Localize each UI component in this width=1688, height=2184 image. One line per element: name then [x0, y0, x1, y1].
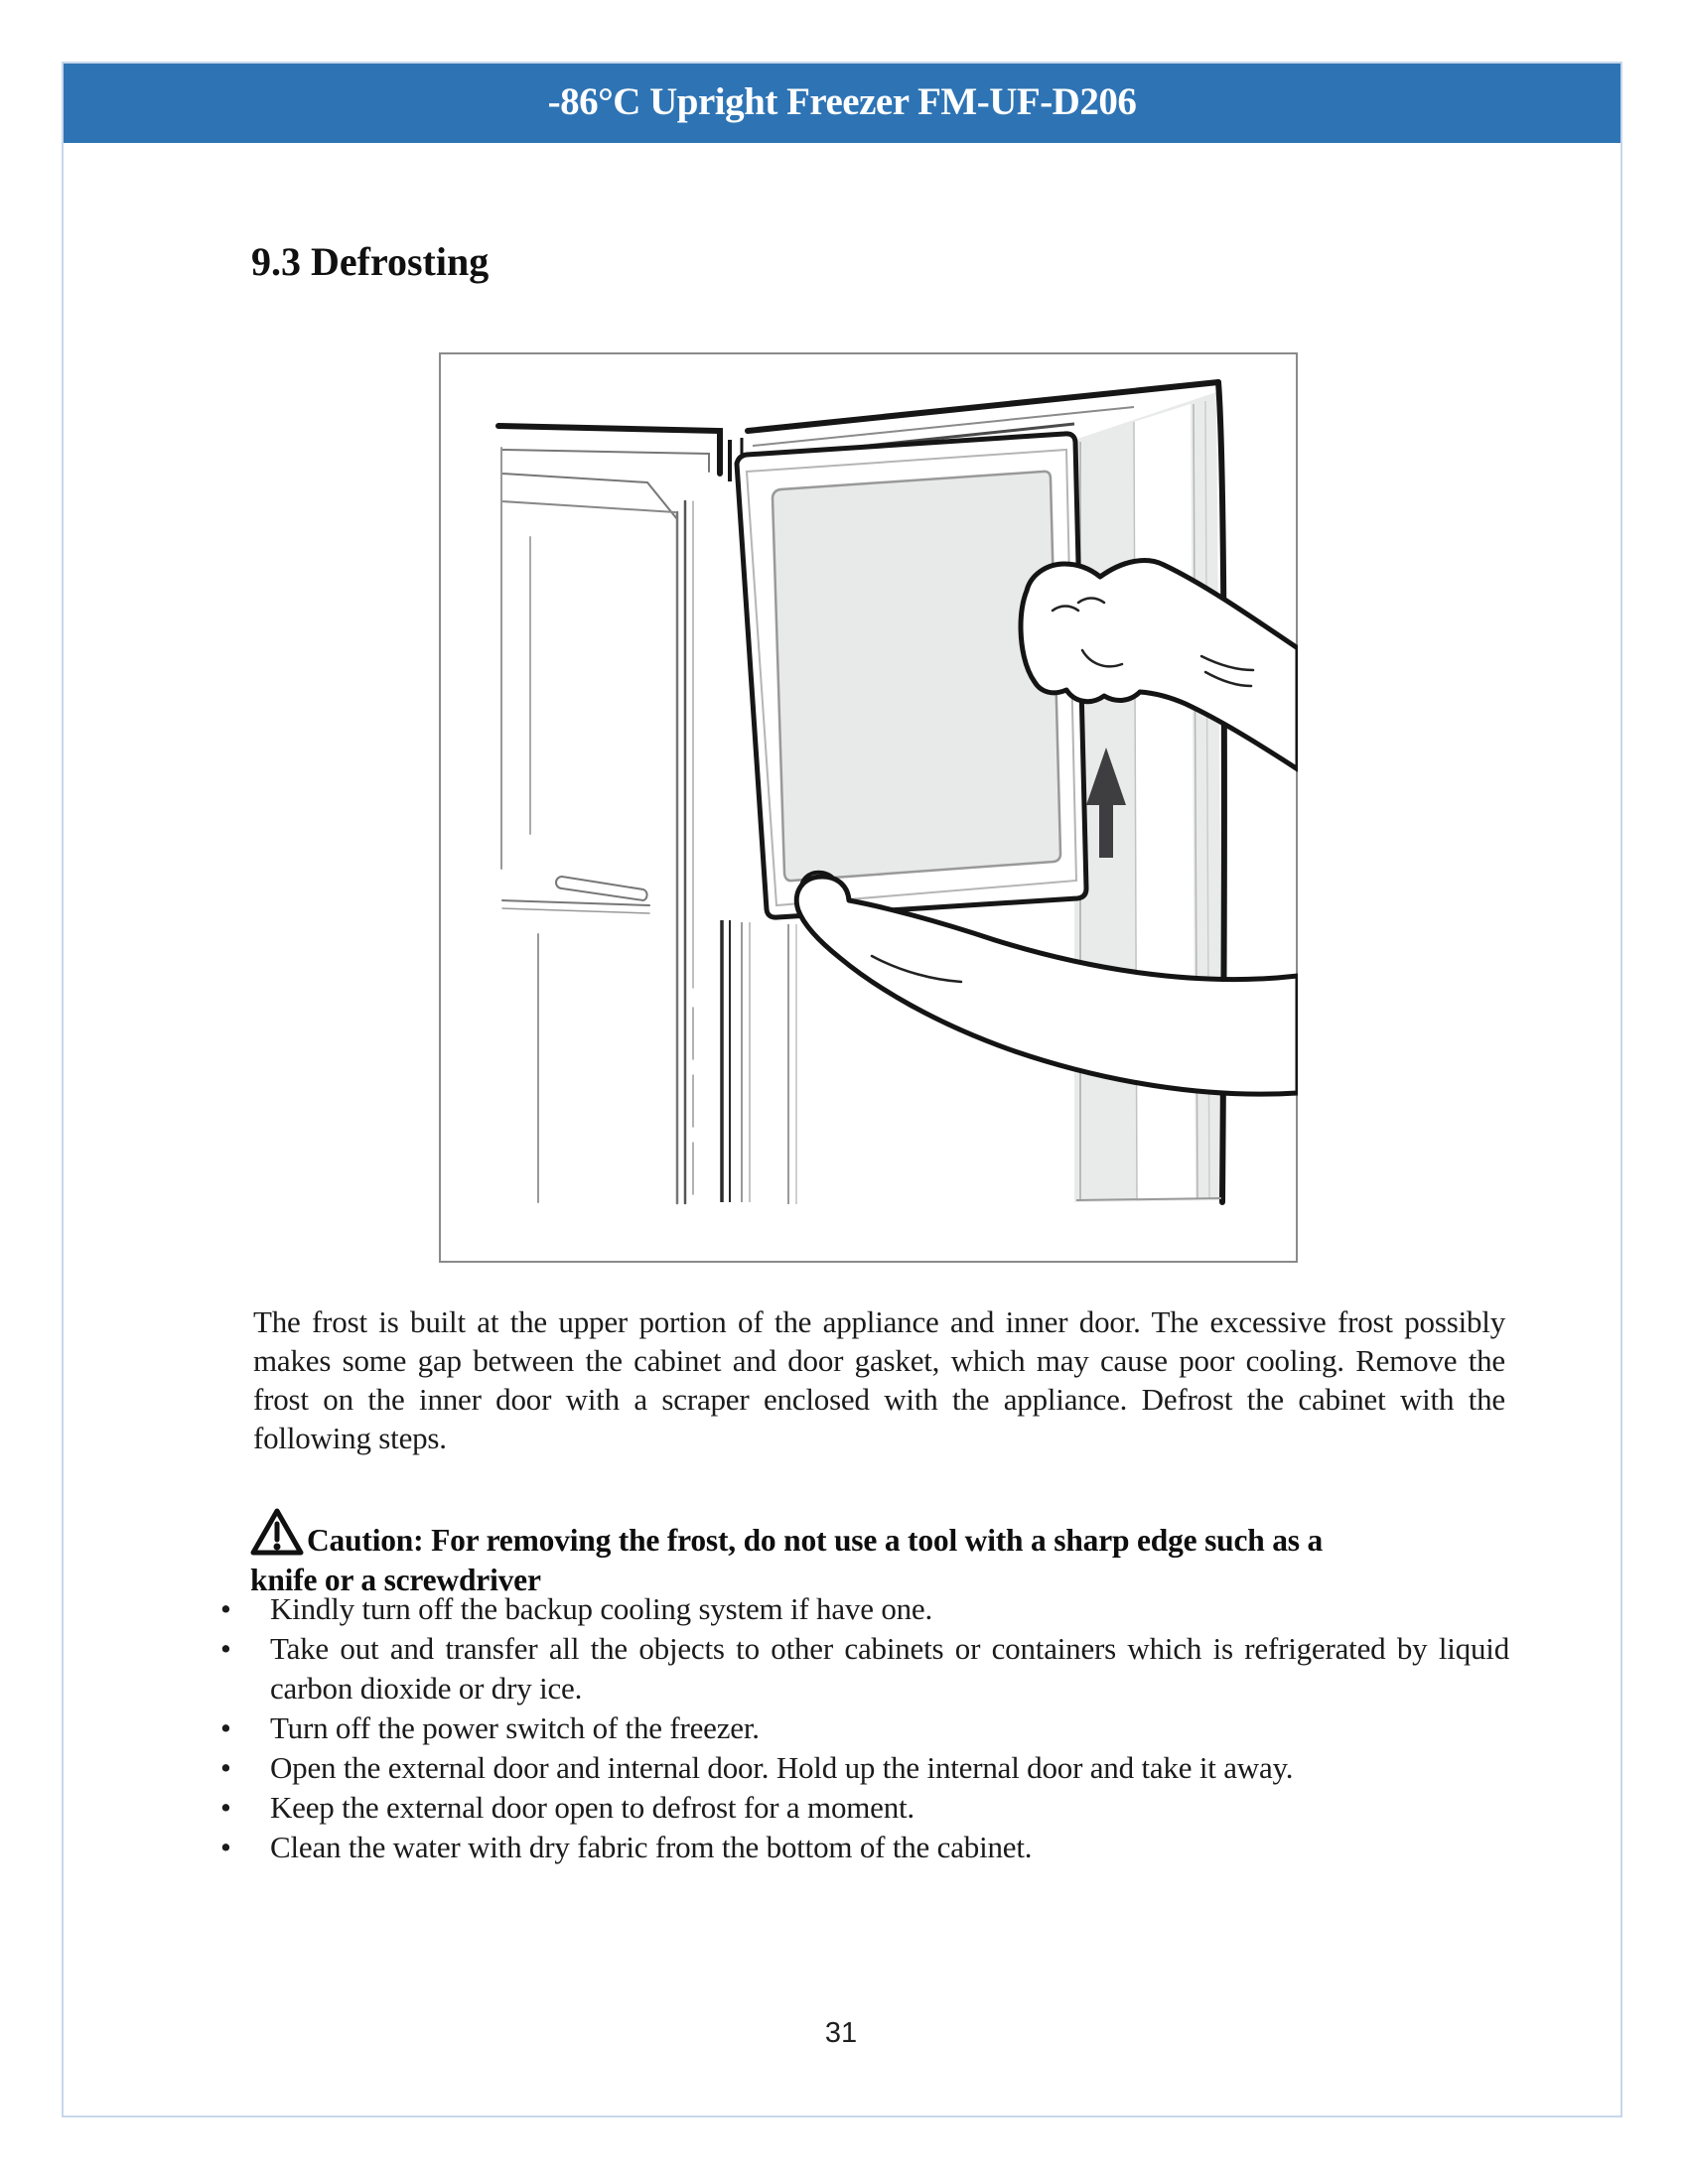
inner-door-panel [773, 472, 1060, 881]
list-item [220, 1748, 1509, 1788]
bullet-icon: • [220, 1591, 231, 1626]
list-item-text: Turn off the power switch of the freezer. [270, 1710, 760, 1745]
list-item-text: Kindly turn off the backup cooling system if have one. [270, 1591, 933, 1626]
header-bar [64, 64, 1620, 143]
bullet-icon: • [220, 1790, 231, 1825]
list-item [220, 1708, 1509, 1748]
bullet-icon: • [220, 1750, 231, 1785]
list-item-text: Open the external door and internal door. Hold up the internal door and take it away. [270, 1750, 1294, 1785]
warning-triangle-icon [250, 1507, 304, 1557]
caution-note [250, 1507, 1509, 1600]
bullet-icon: • [220, 1710, 231, 1745]
list-item [220, 1788, 1509, 1828]
defrost-steps-list [220, 1589, 1509, 1867]
list-item [220, 1828, 1509, 1867]
list-item-text: Take out and transfer all the objects to other cabinets or containers which is refrigerated by liquid carbon dioxide or dry ice. [270, 1631, 1509, 1706]
document-title: -86°C Upright Freezer FM-UF-D206 [547, 79, 1137, 123]
bullet-icon: • [220, 1631, 231, 1666]
caution-text-line1: Caution: For removing the frost, do not use a tool with a sharp edge such as a [307, 1523, 1324, 1558]
list-item [220, 1589, 1509, 1629]
body-paragraph: The frost is built at the upper portion of the appliance and inner door. The excessive frost possibly makes some gap between the cabinet and door gasket, which may cause poor cooling. Remove the frost on the inner door with a scraper enclosed with the appliance. Defrost the cabinet with the following steps. [253, 1304, 1505, 1455]
list-item [220, 1629, 1509, 1708]
freezer-line-drawing [439, 352, 1298, 1263]
list-item-text: Clean the water with dry fabric from the bottom of the cabinet. [270, 1830, 1033, 1864]
section-heading: 9.3 Defrosting [251, 239, 490, 284]
defrosting-illustration [439, 352, 1298, 1263]
bullet-icon: • [220, 1830, 231, 1864]
page-number: 31 [824, 2017, 858, 2049]
list-item-text: Keep the external door open to defrost for a moment. [270, 1790, 914, 1825]
caution-text-line2: knife or a screwdriver [250, 1563, 541, 1597]
